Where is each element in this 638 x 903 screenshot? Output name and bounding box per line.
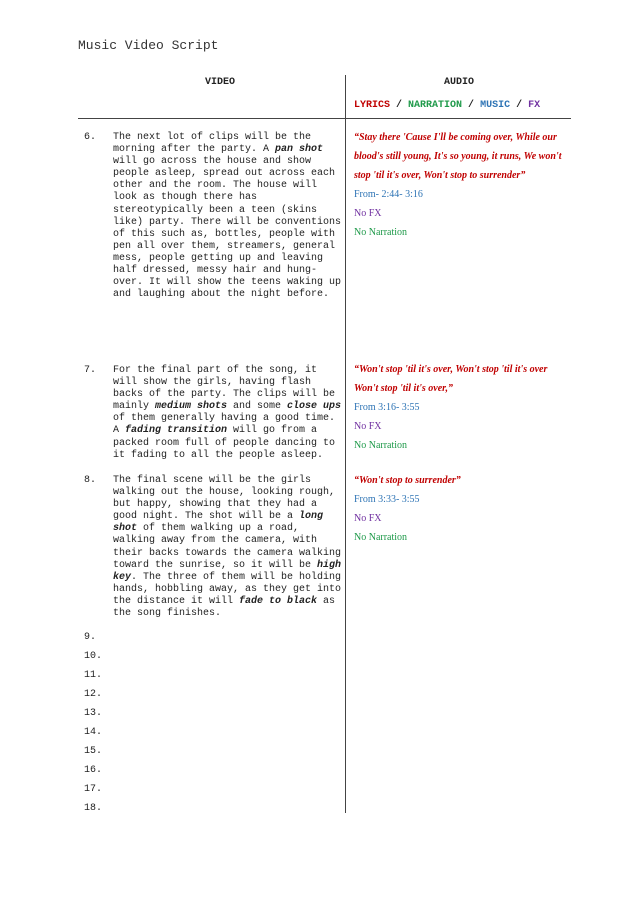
lyrics-text: “Won't stop to surrender” xyxy=(354,475,461,486)
row-number: 15. xyxy=(84,746,103,757)
legend-separator: / xyxy=(510,100,529,111)
fx-text: No FX xyxy=(354,513,382,524)
video-description: The next lot of clips will be the morning after the party. A pan shot will go across the house and show people asleep, spread out across each other and the room. The house will look as though there has stereotypically been a teen (skins like) party. There will be conventions of this such as, bottles, people with pen all over them, streamers, general mess, people getting up and leaving half dressed, messy hair and hung-over. It will show the teens waking up and laughing about the night before. xyxy=(113,132,342,301)
row-number: 11. xyxy=(84,670,103,681)
emphasized-term: close ups xyxy=(287,401,342,413)
row-number: 10. xyxy=(84,651,103,662)
row-number: 8. xyxy=(84,475,97,486)
page-title: Music Video Script xyxy=(78,38,219,53)
emphasized-term: medium shots xyxy=(155,401,228,413)
row-number: 18. xyxy=(84,803,103,814)
audio-cell xyxy=(354,360,569,455)
row-number: 14. xyxy=(84,727,103,738)
legend-separator: / xyxy=(390,100,409,111)
audio-legend xyxy=(354,100,540,111)
row-number: 13. xyxy=(84,708,103,719)
fx-text: No FX xyxy=(354,208,382,219)
audio-column-header: AUDIO xyxy=(444,77,475,88)
video-description: The final scene will be the girls walking out the house, looking rough, but happy, showing that they had a good night. The shot will be a long shot of them walking up a road, walking away from the camera, with their backs towards the camera walking toward the sunrise, so it will be high key. The three of them will be holding hands, hobbling away, as they get into the distance it will fade to black as the song finishes. xyxy=(113,475,342,620)
narration-text: No Narration xyxy=(354,440,408,451)
row-number: 9. xyxy=(84,632,97,643)
legend-music: MUSIC xyxy=(480,100,511,111)
row-number: 7. xyxy=(84,365,97,376)
legend-fx: FX xyxy=(528,100,541,111)
emphasized-term: fade to black xyxy=(239,595,318,607)
legend-lyrics: LYRICS xyxy=(354,100,391,111)
video-description: For the final part of the song, it will show the girls, having flash backs of the party. The clips will be mainly medium shots and some close ups of them generally having a good time. A fading transition will go from a packed room full of people dancing to it fading to all the people asleep. xyxy=(113,365,342,461)
emphasized-term: high key xyxy=(113,559,342,583)
fx-text: No FX xyxy=(354,421,382,432)
legend-narration: NARRATION xyxy=(408,100,463,111)
emphasized-term: long shot xyxy=(113,511,324,535)
narration-text: No Narration xyxy=(354,532,408,543)
audio-cell xyxy=(354,128,569,242)
row-number: 12. xyxy=(84,689,103,700)
row-number: 6. xyxy=(84,132,97,143)
lyrics-text: “Stay there 'Cause I'll be coming over, While our blood's still young, It's so young, it runs, We won't stop 'til it's over, Won't stop to surrender” xyxy=(354,132,562,181)
timing-text: From- 2:44- 3:16 xyxy=(354,189,423,200)
audio-cell xyxy=(354,471,569,547)
column-divider xyxy=(345,75,346,813)
legend-separator: / xyxy=(462,100,481,111)
timing-text: From 3:33- 3:55 xyxy=(354,494,420,505)
video-column-header: VIDEO xyxy=(205,77,236,88)
narration-text: No Narration xyxy=(354,227,408,238)
emphasized-term: fading transition xyxy=(125,425,228,437)
row-number: 16. xyxy=(84,765,103,776)
header-divider xyxy=(78,118,571,119)
lyrics-text: “Won't stop 'til it's over, Won't stop 'til it's over Won't stop 'til it's over,” xyxy=(354,364,548,394)
timing-text: From 3:16- 3:55 xyxy=(354,402,420,413)
emphasized-term: pan shot xyxy=(275,144,324,156)
row-number: 17. xyxy=(84,784,103,795)
